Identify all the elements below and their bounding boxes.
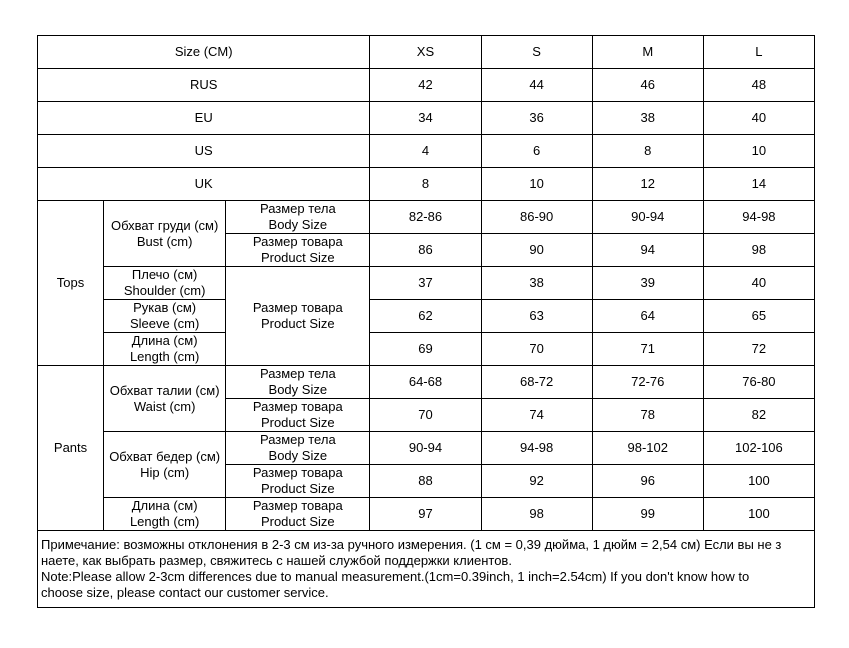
cell-value: 96 [592, 465, 703, 498]
cell-value: 10 [481, 168, 592, 201]
cell-value: 44 [481, 69, 592, 102]
note-line: Note:Please allow 2-3cm differences due to manual measurement.(1cm=0.39inch, 1 inch=2.54cm) If you don't know how to [41, 569, 750, 584]
tops-length-row [38, 333, 815, 366]
label-ru: Плечо (см) [131, 267, 198, 282]
cell-value: 36 [481, 102, 592, 135]
cell-value: 39 [592, 267, 703, 300]
cell-value: 98 [703, 234, 814, 267]
tops-sleeve-row [38, 300, 815, 333]
cell-value: 88 [370, 465, 481, 498]
label-ru: Размер товара [252, 234, 343, 249]
measure-label-sleeve [104, 300, 226, 333]
cell-value: 98-102 [592, 432, 703, 465]
label-ru: Размер товара [252, 498, 343, 513]
size-chart-table [37, 35, 815, 608]
cell-value: 40 [703, 267, 814, 300]
cell-value: 10 [703, 135, 814, 168]
measure-label-shoulder [104, 267, 226, 300]
cell-value: 90-94 [592, 201, 703, 234]
section-label-tops: Tops [38, 201, 104, 366]
note-line: Примечание: возможны отклонения в 2-3 см из-за ручного измерения. (1 см = 0,39 дюйма, 1 дюйм = 2,54 см) Если вы не з [41, 537, 782, 552]
type-label-product [226, 465, 370, 498]
cell-value: 76-80 [703, 366, 814, 399]
cell-value: 100 [703, 498, 814, 531]
label-en: Product Size [260, 415, 335, 430]
cell-value: 34 [370, 102, 481, 135]
measure-label-waist [104, 366, 226, 432]
cell-value: 46 [592, 69, 703, 102]
cell-value: 40 [703, 102, 814, 135]
label-ru: Размер тела [259, 432, 336, 447]
cell-value: 37 [370, 267, 481, 300]
label-en: Length (cm) [129, 349, 200, 364]
measurement-note [38, 531, 815, 608]
measure-label-length [104, 333, 226, 366]
label-ru: Размер товара [252, 300, 343, 315]
label-ru: Обхват груди (см) [110, 217, 219, 233]
label-en: Waist (cm) [133, 398, 196, 414]
label-ru: Длина (см) [131, 333, 198, 348]
row-label: RUS [38, 69, 370, 102]
size-header-s: S [481, 36, 592, 69]
cell-value: 82 [703, 399, 814, 432]
label-ru: Размер товара [252, 399, 343, 414]
type-label-product [226, 234, 370, 267]
cell-value: 38 [592, 102, 703, 135]
cell-value: 97 [370, 498, 481, 531]
cell-value: 102-106 [703, 432, 814, 465]
header-row [38, 36, 815, 69]
cell-value: 6 [481, 135, 592, 168]
cell-value: 12 [592, 168, 703, 201]
label-en: Hip (cm) [140, 464, 190, 480]
cell-value: 4 [370, 135, 481, 168]
cell-value: 72 [703, 333, 814, 366]
row-label: UK [38, 168, 370, 201]
label-en: Product Size [260, 316, 335, 331]
cell-value: 64 [592, 300, 703, 333]
label-en: Body Size [268, 217, 328, 232]
row-label: EU [38, 102, 370, 135]
cell-value: 68-72 [481, 366, 592, 399]
cell-value: 70 [481, 333, 592, 366]
cell-value: 74 [481, 399, 592, 432]
size-header-xs: XS [370, 36, 481, 69]
cell-value: 78 [592, 399, 703, 432]
type-label-product [226, 399, 370, 432]
label-ru: Размер товара [252, 465, 343, 480]
cell-value: 90-94 [370, 432, 481, 465]
cell-value: 94 [592, 234, 703, 267]
label-en: Product Size [260, 481, 335, 496]
label-en: Product Size [260, 514, 335, 529]
cell-value: 86-90 [481, 201, 592, 234]
cell-value: 94-98 [703, 201, 814, 234]
cell-value: 100 [703, 465, 814, 498]
cell-value: 8 [592, 135, 703, 168]
label-en: Shoulder (cm) [123, 283, 206, 298]
label-ru: Размер тела [259, 201, 336, 216]
conversion-row-us [38, 135, 815, 168]
label-en: Body Size [268, 448, 328, 463]
cell-value: 70 [370, 399, 481, 432]
note-line: наете, как выбрать размер, свяжитесь с нашей службой поддержки клиентов. [41, 553, 512, 568]
note-row [38, 531, 815, 608]
tops-shoulder-row [38, 267, 815, 300]
measure-label-length [104, 498, 226, 531]
tops-bust-body-row [38, 201, 815, 234]
cell-value: 86 [370, 234, 481, 267]
cell-value: 65 [703, 300, 814, 333]
pants-waist-body-row [38, 366, 815, 399]
conversion-row-rus [38, 69, 815, 102]
cell-value: 42 [370, 69, 481, 102]
type-label-body [226, 201, 370, 234]
cell-value: 90 [481, 234, 592, 267]
cell-value: 72-76 [592, 366, 703, 399]
row-label: US [38, 135, 370, 168]
size-header-label: Size (CM) [38, 36, 370, 69]
measure-label-hip [104, 432, 226, 498]
conversion-row-eu [38, 102, 815, 135]
conversion-row-uk [38, 168, 815, 201]
label-ru: Рукав (см) [133, 300, 197, 315]
measure-label-bust [104, 201, 226, 267]
cell-value: 14 [703, 168, 814, 201]
label-en: Product Size [260, 250, 335, 265]
cell-value: 8 [370, 168, 481, 201]
cell-value: 62 [370, 300, 481, 333]
cell-value: 99 [592, 498, 703, 531]
cell-value: 98 [481, 498, 592, 531]
label-en: Length (cm) [129, 514, 200, 529]
cell-value: 48 [703, 69, 814, 102]
label-ru: Размер тела [259, 366, 336, 381]
pants-hip-body-row [38, 432, 815, 465]
label-en: Sleeve (cm) [129, 316, 200, 331]
label-ru: Обхват бедер (см) [109, 448, 221, 464]
cell-value: 63 [481, 300, 592, 333]
type-label-product [226, 498, 370, 531]
size-header-l: L [703, 36, 814, 69]
type-label-body [226, 366, 370, 399]
cell-value: 82-86 [370, 201, 481, 234]
label-ru: Длина (см) [131, 498, 198, 513]
pants-length-row [38, 498, 815, 531]
section-label-pants: Pants [38, 366, 104, 531]
note-line: choose size, please contact our customer service. [41, 585, 329, 600]
type-label-body [226, 432, 370, 465]
size-header-m: M [592, 36, 703, 69]
cell-value: 92 [481, 465, 592, 498]
cell-value: 64-68 [370, 366, 481, 399]
label-ru: Обхват талии (см) [109, 382, 220, 398]
cell-value: 38 [481, 267, 592, 300]
cell-value: 69 [370, 333, 481, 366]
type-label-product [226, 267, 370, 366]
cell-value: 94-98 [481, 432, 592, 465]
label-en: Body Size [268, 382, 328, 397]
cell-value: 71 [592, 333, 703, 366]
label-en: Bust (cm) [136, 233, 193, 249]
